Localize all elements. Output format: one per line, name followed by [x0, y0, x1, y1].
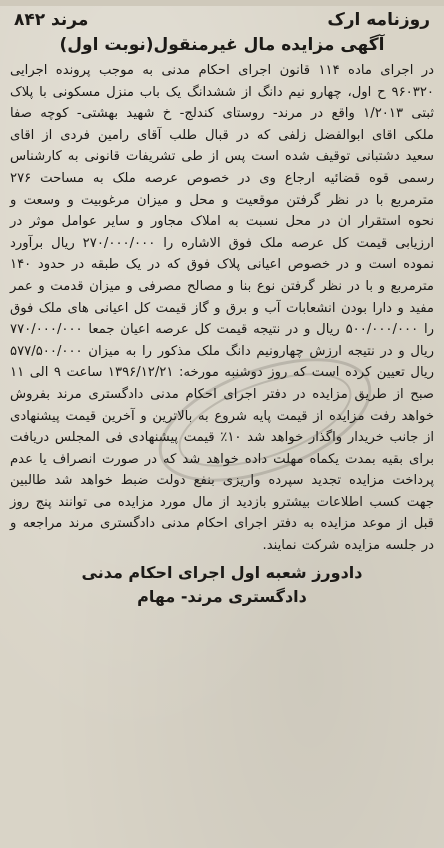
notice-body: در اجرای ماده ۱۱۴ قانون اجرای احکام مدنی به موجب پرونده اجرایی ۹۶۰۳۲۰ ح اول، چهارو نیم دانگ از ششدانگ یک باب منزل مسکونی با پلاک ثبتی ۱/۲۰۱۳ واقع در مرند- روستای کندلج- خ شهید بهشتی- کوچه صفا ملکی اقای ابوالفضل زلفی که در قبال طلب آقای رامین فردی از اقای سعید دشتبانی توقیف شده است پس از طی تشریفات قانونی به کارشناس رسمی قوه قضائیه ارجاع وی در خصوص عرصه ملک به مساحت ۲۷۶ مترمربع با در نظر گرفتن موقعیت و محل و میزان مرغوبیت و وسعت و نحوه استقرار ان در محل نسبت به املاک مجاور و سایر عوامل موثر در ارزیابی قیمت کل عرصه ملک فوق الاشاره را ۲۷۰/۰۰۰/۰۰۰ ریال برآورد نموده است و در خصوص اعیانی پلاک فوق که در یک طبقه در حدود ۱۴۰ مترمربع و با در نظر گرفتن نوع بنا و مصالح مصرفی و میزان قدمت و عمر مفید و دارا بودن انشعابات آب و برق و گاز قیمت کل اعیانی های ملک فوق را ۵۰۰/۰۰۰/۰۰۰ ریال و در نتیجه قیمت کل عرصه اعیان جمعا ۷۷۰/۰۰۰/۰۰۰ ریال و در نتیجه ارزش چهارونیم دانگ ملک مذکور را به میزان ۵۷۷/۵۰۰/۰۰۰ ریال تعیین کرده است که روز دوشنبه مورخه: ۱۳۹۶/۱۲/۲۱ ساعت ۹ الی ۱۱ صبح از طریق مزایده در دفتر اجرای احکام مدنی دادگستری مرند بفروش خواهد رفت مزایده از قیمت پایه شروع به بالاترین و آخرین قیمت پیشنهادی از جانب خریدار واگذار خواهد شد ۱۰٪ قیمت پیشنهادی فی المجلس دریافت برای بقیه بمدت یکماه مهلت داده خواهد شد که در صورت انصراف یا عدم پرداخت مزایده تجدید سپرده واریزی بنفع دولت ضبط خواهد شد طالبین جهت کسب اطلاعات بیشترو بازدید از مال مورد مزایده می توانند پنج روز قبل از موعد مزایده به دفتر اجرای احکام مدنی دادگستری مرند مراجعه و در جلسه مزایده شرکت نمایند.	[10, 63, 434, 554]
notice-title: آگهی مزایده مال غیرمنقول(نوبت اول)	[59, 35, 385, 55]
newspaper-header	[8, 8, 436, 32]
newspaper-city-issue: مرند ۸۴۲	[14, 10, 89, 30]
clipping-top-edge	[0, 0, 444, 6]
newspaper-name: روزنامه ارک	[327, 10, 430, 30]
signature-line-1: دادورز شعبه اول اجرای احکام مدنی	[81, 562, 363, 582]
signature-line-2: دادگستری مرند- مهام	[137, 586, 307, 606]
